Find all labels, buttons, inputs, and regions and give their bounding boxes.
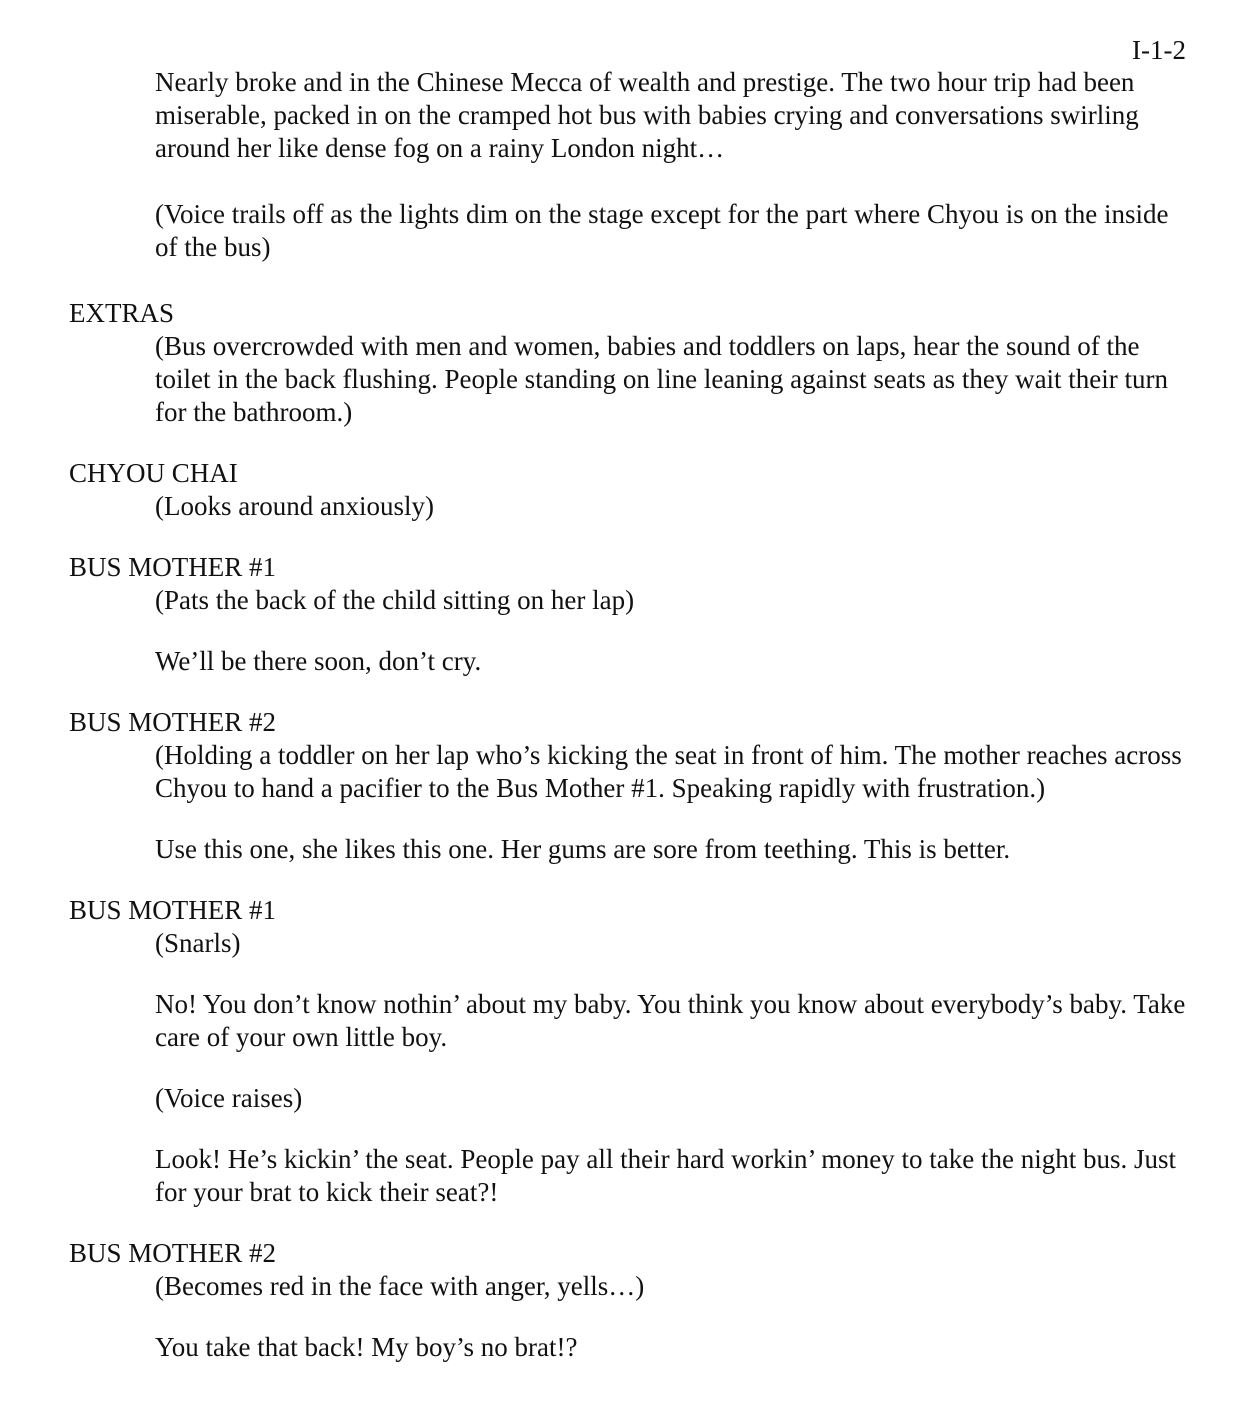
stage-direction: (Voice raises) [155, 1083, 303, 1113]
stage-direction: (Pats the back of the child sitting on her lap) [155, 585, 635, 615]
stage-direction: (Holding a toddler on her lap who’s kicking the seat in front of him. The mother reaches across Chyou to hand a pacifier to the Bus Mother #1. Speaking rapidly with frustration.) [155, 740, 1182, 803]
stage-direction: (Voice trails off as the lights dim on the stage except for the part where Chyou is on the inside of the bus) [155, 199, 1169, 262]
speaker-name: CHYOU CHAI [69, 458, 238, 488]
dialogue-line: Use this one, she likes this one. Her gums are sore from teething. This is better. [155, 834, 1011, 864]
stage-direction: (Becomes red in the face with anger, yells…) [155, 1271, 645, 1301]
speaker-name: EXTRAS [69, 298, 175, 328]
narration-paragraph: Nearly broke and in the Chinese Mecca of wealth and prestige. The two hour trip had been miserable, packed in on the cramped hot bus with babies crying and conversations swirling around her like dense fog on a rainy London night… [155, 67, 1139, 163]
speaker-name: BUS MOTHER #1 [69, 552, 277, 582]
speaker-name: BUS MOTHER #1 [69, 895, 277, 925]
speaker-name: BUS MOTHER #2 [69, 707, 277, 737]
dialogue-line: Look! He’s kickin’ the seat. People pay all their hard workin’ money to take the night bus. Just for your brat to kick their seat?! [155, 1144, 1177, 1207]
page-number: I-1-2 [1132, 35, 1186, 65]
dialogue-line: You take that back! My boy’s no brat!? [155, 1332, 578, 1362]
dialogue-line: No! You don’t know nothin’ about my baby. You think you know about everybody’s baby. Take care of your own little boy. [155, 989, 1186, 1052]
dialogue-line: We’ll be there soon, don’t cry. [155, 646, 482, 676]
stage-direction: (Snarls) [155, 928, 241, 958]
script-content [0, 66, 1242, 1364]
stage-direction: (Looks around anxiously) [155, 491, 434, 521]
stage-direction: (Bus overcrowded with men and women, babies and toddlers on laps, hear the sound of the toilet in the back flushing. People standing on line leaning against seats as they wait their turn for the bathroom.) [155, 331, 1169, 427]
speaker-name: BUS MOTHER #2 [69, 1238, 277, 1268]
